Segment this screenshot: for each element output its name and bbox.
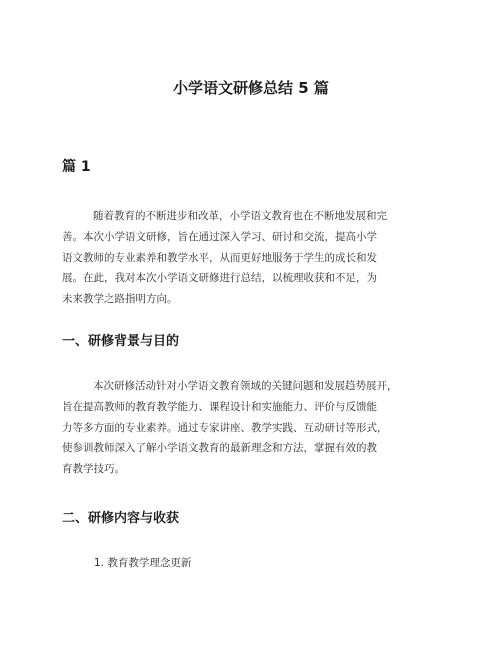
section-heading-content: 二、研修内容与收获 xyxy=(62,511,180,526)
background-paragraph xyxy=(62,376,448,480)
document-title: 小学语文研修总结 5 篇 xyxy=(173,79,329,97)
paragraph-line: 善。本次小学语文研修，旨在通过深入学习、研讨和交流，提高小学 xyxy=(62,230,377,243)
paragraph-line: 育教学技巧。 xyxy=(62,463,125,476)
paragraph-line: 旨在提高教师的教育教学能力、课程设计和实施能力、评价与反馈能 xyxy=(62,400,377,413)
paragraph-line: 展。在此，我对本次小学语文研修进行总结，以梳理收获和不足，为 xyxy=(62,272,377,285)
paragraph-line: 随着教育的不断进步和改革，小学语文教育也在不断地发展和完 xyxy=(93,210,387,222)
paragraph-line: 力等多方面的专业素养。通过专家讲座、教学实践、互动研讨等形式， xyxy=(62,421,388,434)
intro-paragraph xyxy=(62,206,448,310)
paragraph-line: 使参训教师深入了解小学语文教育的最新理念和方法，掌握有效的教 xyxy=(62,442,377,455)
paragraph-line: 未来教学之路指明方向。 xyxy=(62,293,178,306)
paragraph-line: 本次研修活动针对小学语文教育领域的关键问题和发展趋势展开， xyxy=(93,380,398,392)
part-heading: 篇 1 xyxy=(62,159,91,175)
section-heading-background: 一、研修背景与目的 xyxy=(62,334,180,349)
list-item: 1. 教育教学理念更新 xyxy=(94,557,192,569)
paragraph-line: 语文教师的专业素养和教学水平，从而更好地服务于学生的成长和发 xyxy=(62,251,377,264)
